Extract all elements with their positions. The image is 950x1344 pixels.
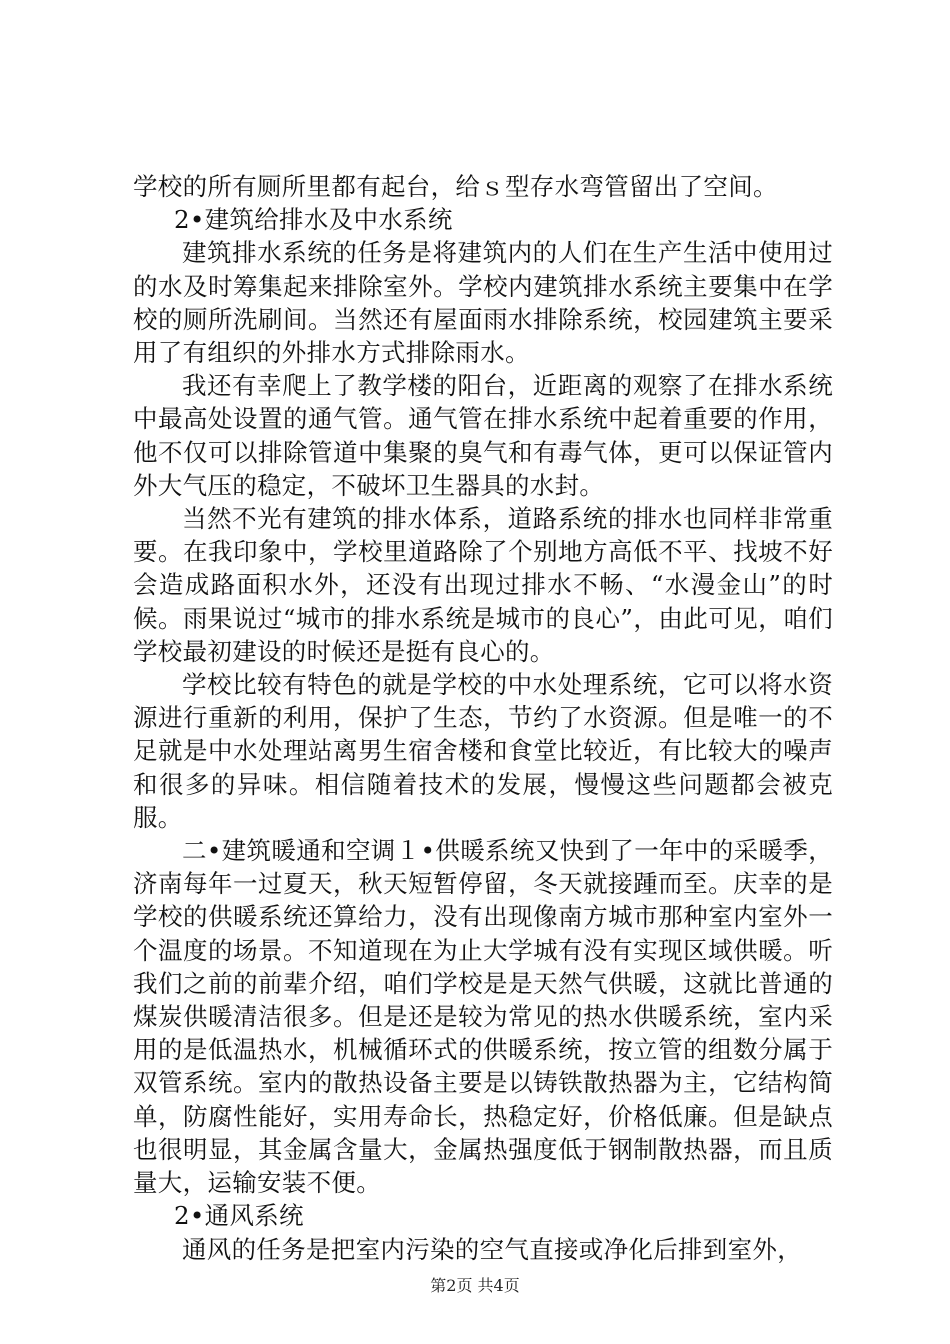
paragraph-ventilation: 通风的任务是把室内污染的空气直接或净化后排到室外， xyxy=(182,1234,802,1264)
paragraph-road-drainage: 当然不光有建筑的排水体系，道路系统的排水也同样非常重要。在我印象中，学校里道路除了个别地方高低不平、找坡不好会造成路面积水外，还没有出现过排水不畅、“水漫金山”的时候。雨果说过“城市的排水系统是城市的良心”，由此可见，咱们学校最初建设的时候还是挺有良心的。 xyxy=(133,504,833,666)
paragraph-reclaimed-water: 学校比较有特色的就是学校的中水处理系统，它可以将水资源进行重新的利用，保护了生态，节约了水资源。但是唯一的不足就是中水处理站离男生宿舍楼和食堂比较近，有比较大的噪声和很多的异味。相信随着技术的发展，慢慢这些问题都会被克服。 xyxy=(133,670,833,832)
paragraph-vent-pipe: 我还有幸爬上了教学楼的阳台，近距离的观察了在排水系统中最高处设置的通气管。通气管在排水系统中起着重要的作用，他不仅可以排除管道中集聚的臭气和有毒气体，更可以保证管内外大气压的稳定，不破坏卫生器具的水封。 xyxy=(133,371,833,500)
section-heading-ventilation: 2•通风系统 xyxy=(174,1201,304,1231)
paragraph-continuation: 学校的所有厕所里都有起台，给ｓ型存水弯管留出了空间。 xyxy=(133,172,778,201)
section-heading-drainage: 2•建筑给排水及中水系统 xyxy=(174,205,453,235)
paragraph-heating-system: 二•建筑暖通和空调１•供暖系统又快到了一年中的采暖季，济南每年一过夏天，秋天短暂停留，冬天就接踵而至。庆幸的是学校的供暖系统还算给力，没有出现像南方城市那种室内室外一个温度的场景。不知道现在为止大学城有没有实现区域供暖。听我们之前的前辈介绍，咱们学校是是天然气供暖，这就比普通的煤炭供暖清洁很多。但是还是较为常见的热水供暖系统，室内采用的是低温热水，机械循环式的供暖系统，按立管的组数分属于双管系统。室内的散热设备主要是以铸铁散热器为主，它结构简单，防腐性能好，实用寿命长，热稳定好，价格低廉。但是缺点也很明显，其金属含量大，金属热强度低于钢制散热器，而且质量大，运输安装不便。 xyxy=(133,836,833,1198)
paragraph-drainage-system: 建筑排水系统的任务是将建筑内的人们在生产生活中使用过的水及时筹集起来排除室外。学校内建筑排水系统主要集中在学校的厕所洗刷间。当然还有屋面雨水排除系统，校园建筑主要采用了有组织的外排水方式排除雨水。 xyxy=(133,238,833,368)
document-body xyxy=(133,170,833,1266)
page-number-footer: 第2页 共4页 xyxy=(430,1276,520,1295)
